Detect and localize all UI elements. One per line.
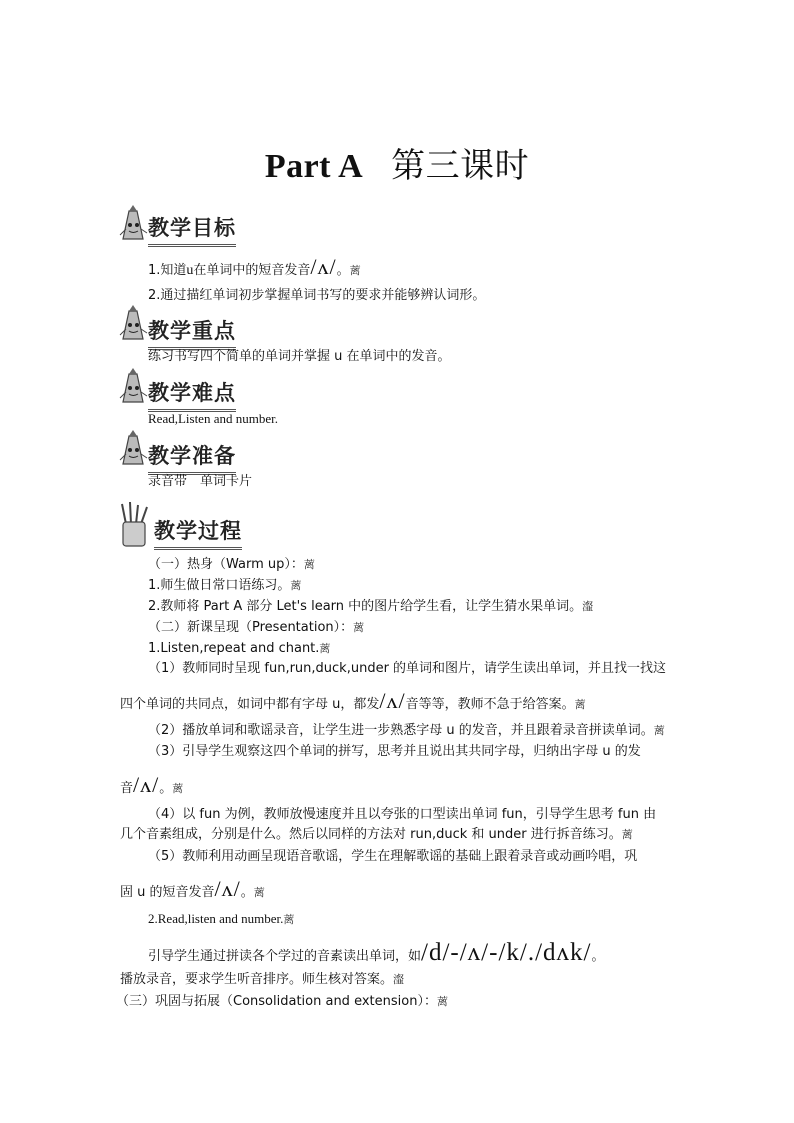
process-line: （三）巩固与拓展（Consolidation and extension）：蓠 bbox=[116, 994, 448, 1009]
phonetic-symbol: /d/-/ʌ/-/k/./dʌk/ bbox=[421, 939, 592, 966]
difficulties-heading: 教学难点 bbox=[148, 377, 236, 412]
process-line: 引导学生通过拼读各个学过的音素读出单词，如/d/-/ʌ/-/k/./dʌk/。 bbox=[148, 939, 605, 966]
phonetic-symbol: /ʌ/ bbox=[379, 688, 406, 713]
process-line: 播放录音，要求学生听音排序。师生核对答案。瀣 bbox=[120, 972, 405, 987]
process-line: （5）教师利用动画呈现语音歌谣，学生在理解歌谣的基础上跟着录音或动画吟唱，巩 bbox=[148, 849, 638, 864]
phonetic-symbol: /ʌ/ bbox=[310, 254, 337, 279]
process-line: 四个单词的共同点，如词中都有字母 u，都发/ʌ/音等等，教师不急于给答案。蓠 bbox=[120, 688, 586, 713]
phonetic-symbol: /ʌ/ bbox=[133, 772, 160, 797]
pencil-cup-icon bbox=[120, 502, 150, 548]
process-line: 2.Read,listen and number.蓠 bbox=[148, 911, 295, 926]
pencil-icon bbox=[117, 430, 151, 468]
pencil-icon bbox=[117, 305, 151, 343]
process-line: 2.教师将 Part A 部分 Let's learn 中的图片给学生看，让学生猜水果单词。瀣 bbox=[148, 599, 594, 614]
preparation-1: 录音带 单词卡片 bbox=[148, 474, 253, 489]
pencil-icon bbox=[117, 205, 151, 243]
title-en: Part A bbox=[264, 148, 364, 185]
objective-1: 1.知道u在单词中的短音发音/ʌ/。蓠 bbox=[148, 254, 361, 279]
process-heading: 教学过程 bbox=[154, 515, 242, 550]
process-line: 音/ʌ/。蓠 bbox=[120, 772, 184, 797]
process-line: 几个音素组成，分别是什么。然后以同样的方法对 run,duck 和 under 进行拆音练习。蓠 bbox=[120, 827, 633, 842]
difficulty-1: Read,Listen and number. bbox=[148, 411, 278, 426]
process-line: （一）热身（Warm up）：蓠 bbox=[148, 557, 315, 572]
page-title bbox=[0, 138, 794, 187]
process-line: （4）以 fun 为例，教师放慢速度并且以夸张的口型读出单词 fun，引导学生思考 fun 由 bbox=[148, 807, 657, 822]
pencil-icon bbox=[117, 368, 151, 406]
preparation-heading: 教学准备 bbox=[148, 440, 236, 475]
phonetic-symbol: /ʌ/ bbox=[214, 876, 241, 901]
title-cn: 第三课时 bbox=[391, 146, 530, 186]
objectives-heading: 教学目标 bbox=[148, 212, 236, 247]
process-line: 1.Listen,repeat and chant.蓠 bbox=[148, 641, 331, 656]
process-line: 1.师生做日常口语练习。蓠 bbox=[148, 578, 302, 593]
objective-2: 2.通过描红单词初步掌握单词书写的要求并能够辨认词形。 bbox=[148, 288, 486, 303]
process-line: 固 u 的短音发音/ʌ/。蓠 bbox=[120, 876, 265, 901]
key-points-heading: 教学重点 bbox=[148, 315, 236, 350]
key-point-1: 练习书写四个简单的单词并掌握 u 在单词中的发音。 bbox=[148, 349, 451, 364]
process-line: （二）新课呈现（Presentation）：蓠 bbox=[148, 620, 365, 635]
process-line: （2）播放单词和歌谣录音，让学生进一步熟悉字母 u 的发音，并且跟着录音拼读单词。蓠 bbox=[148, 723, 665, 738]
process-line: （3）引导学生观察这四个单词的拼写，思考并且说出其共同字母，归纳出字母 u 的发 bbox=[148, 744, 641, 759]
process-line: （1）教师同时呈现 fun,run,duck,under 的单词和图片，请学生读出单词，并且找一找这 bbox=[148, 661, 667, 676]
